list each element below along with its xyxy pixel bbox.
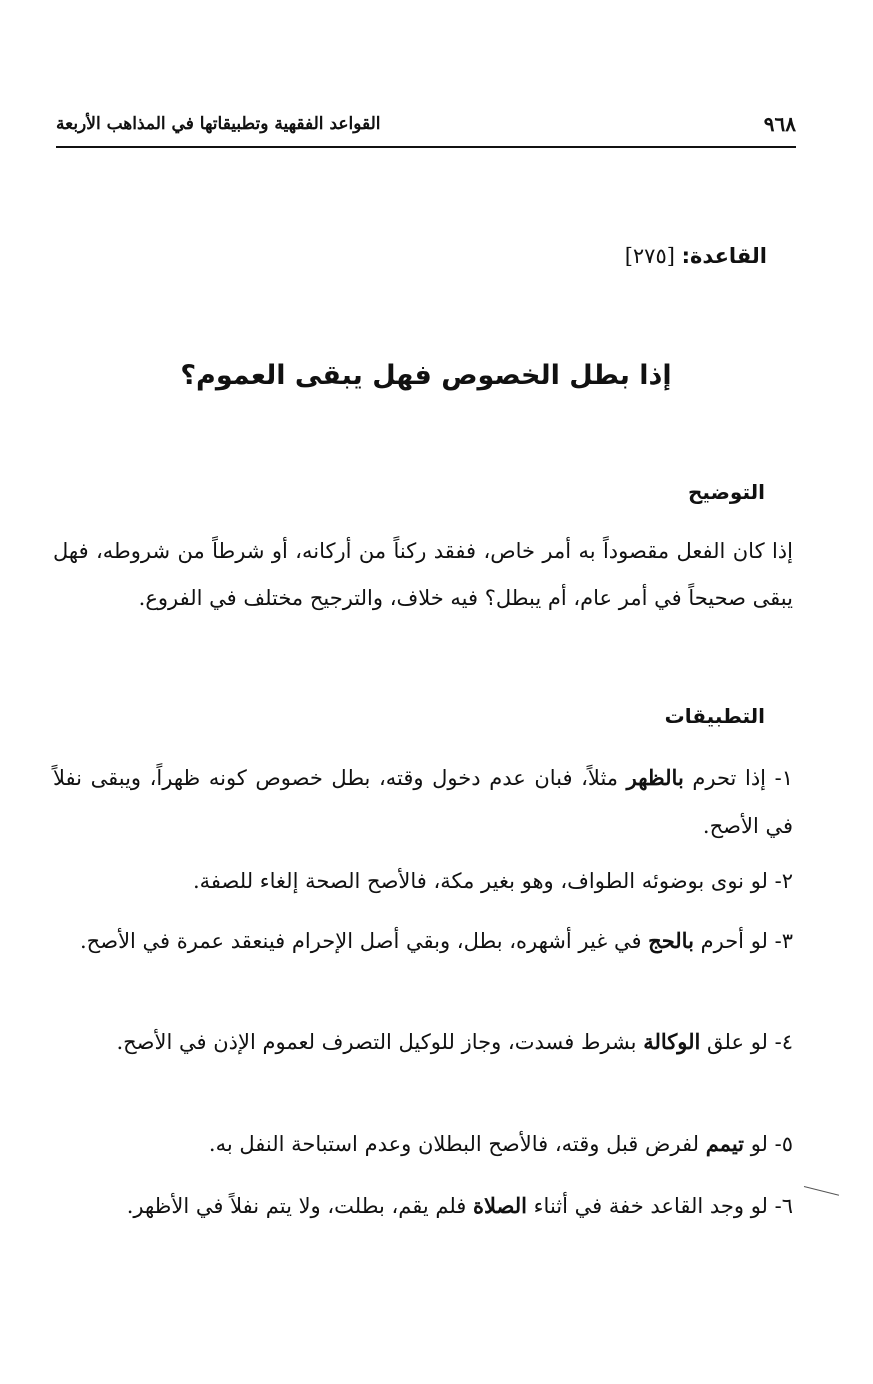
application-item-5-text-end: لفرض قبل وقته، فالأصح البطلان وعدم استباحة النفل به. <box>208 1132 706 1156</box>
application-item-4-text-end: بشرط فسدت، وجاز للوكيل التصرف لعموم الإذن في الأصح. <box>116 1030 644 1054</box>
page-number: ٩٦٨ <box>763 112 796 136</box>
application-item-2 <box>53 857 793 905</box>
application-item-4-keyword: الوكالة <box>643 1029 701 1054</box>
application-item-6-keyword: الصلاة <box>473 1193 527 1218</box>
rule-label <box>625 244 767 268</box>
application-item-3-text-end: في غير أشهره، بطل، وبقي أصل الإحرام فينعقد عمرة في الأصح. <box>80 929 649 953</box>
applications-heading: التطبيقات <box>664 704 765 728</box>
application-item-1 <box>53 754 793 850</box>
application-item-4-text-start: ٤- لو علق <box>700 1030 793 1054</box>
application-item-1-text-start: ١- إذا تحرم <box>683 766 793 790</box>
application-item-5-text-start: ٥- لو <box>744 1132 793 1156</box>
application-item-1-text-end: مثلاً، فبان عدم دخول وقته، بطل خصوص كونه ظهراً، ويبقى نفلاً في الأصح. <box>53 766 793 838</box>
running-header <box>56 112 796 142</box>
explanation-heading: التوضيح <box>688 480 765 504</box>
application-item-1-keyword: بالظهر <box>626 765 684 790</box>
application-item-4 <box>53 1018 793 1066</box>
application-item-3-text-start: ٣- لو أحرم <box>693 929 793 953</box>
application-item-2-text: ٢- لو نوى بوضوئه الطواف، وهو بغير مكة، فالأصح الصحة إلغاء للصفة. <box>192 869 793 893</box>
application-item-6 <box>53 1182 793 1230</box>
margin-pencil-mark <box>804 1186 839 1196</box>
application-item-5 <box>53 1120 793 1168</box>
header-divider <box>56 146 796 148</box>
application-item-6-text-end: فلم يقم، بطلت، ولا يتم نفلاً في الأظهر. <box>126 1194 474 1218</box>
application-item-3-keyword: بالحج <box>648 928 694 953</box>
application-item-6-text-start: ٦- لو وجد القاعد خفة في أثناء <box>527 1194 793 1218</box>
application-item-3 <box>53 917 793 965</box>
rule-number: [٢٧٥] <box>624 244 675 268</box>
book-title: القواعد الفقهية وتطبيقاتها في المذاهب الأربعة <box>56 114 381 134</box>
application-item-5-keyword: تيمم <box>705 1131 745 1156</box>
rule-label-word: القاعدة: <box>681 244 767 268</box>
rule-title: إذا بطل الخصوص فهل يبقى العموم؟ <box>180 360 672 391</box>
explanation-paragraph: إذا كان الفعل مقصوداً به أمر خاص، ففقد ركناً من أركانه، أو شرطاً من شروطه، فهل يبقى صحيحاً في أمر عام، أم يبطل؟ فيه خلاف، والترجيح مختلف في الفروع. <box>53 539 793 610</box>
